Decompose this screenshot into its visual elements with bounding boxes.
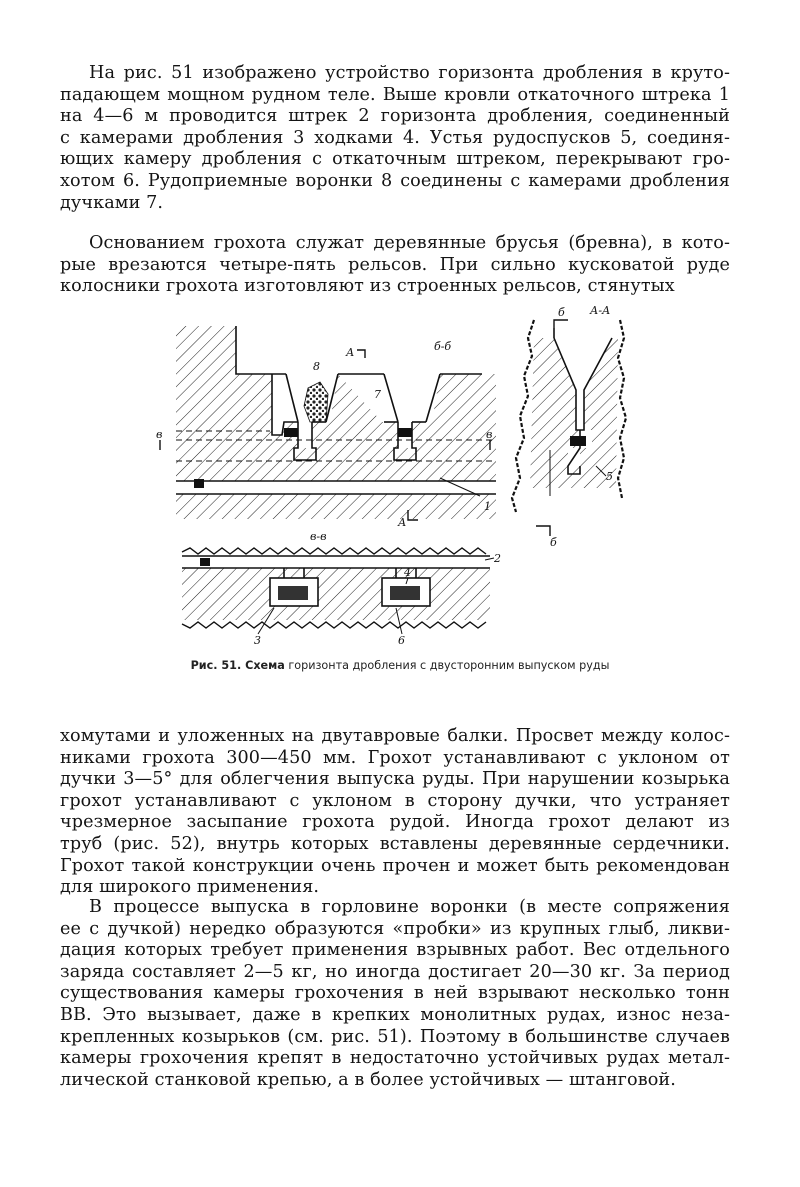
text-line: Основанием грохота служат деревянные брусья (бревна), в кото- (89, 233, 730, 253)
label-a-top: А (346, 346, 355, 359)
num-6: 6 (398, 634, 405, 647)
text-line: падающем мощном рудном теле. Выше кровли откаточного штрека 1 (60, 84, 730, 105)
label-b-bottom: б (550, 536, 557, 549)
section-bb-view (176, 326, 496, 519)
text-line: на 4—6 м проводится штрек 2 горизонта дробления, соединенный (60, 106, 730, 127)
text-line: В процессе выпуска в горловине воронки (в месте сопряжения (89, 897, 730, 917)
paragraph-1 (60, 63, 730, 214)
section-aa-view (512, 320, 626, 512)
text-line: труб (рис. 52), внутрь которых вставлены деревянные сердечники. (60, 833, 730, 854)
text-line: дучки 3—5° для облегчения выпуска руды. При нарушении козырька (60, 769, 730, 790)
paragraph-2 (60, 233, 730, 298)
figure-caption-text: горизонта дробления с двусторонним выпуском руды (288, 659, 610, 672)
text-line: существования камеры грохочения в ней взрывают несколько тонн (60, 983, 730, 1004)
text-line: хотом 6. Рудоприемные воронки 8 соединены с камерами дробления (60, 170, 730, 191)
text-line: с камерами дробления 3 ходками 4. Устья рудоспусков 5, соединя- (60, 127, 730, 148)
text-line: лической станковой крепью, а в более устойчивых — штанговой. (60, 1069, 676, 1090)
num-8: 8 (313, 360, 320, 373)
label-a-bottom: А (398, 516, 407, 529)
num-1: 1 (484, 500, 491, 513)
label-v-left: в (156, 428, 163, 441)
figure-caption-number: Рис. 51. Схема (190, 659, 285, 672)
figure-51-drawing (150, 298, 650, 658)
text-line: грохот устанавливают с уклоном в сторону дучки, что устраняет (60, 790, 730, 811)
label-b-top: б (558, 306, 565, 319)
text-line: дучками 7. (60, 192, 164, 213)
num-5: 5 (606, 470, 613, 483)
text-line: колосники грохота изготовляют из строенных рельсов, стянутых (60, 276, 675, 297)
num-3: 3 (254, 634, 261, 647)
label-bb: б-б (434, 340, 452, 353)
text-line: дация которых требует применения взрывных работ. Вес отдельного (60, 940, 730, 961)
text-line: никами грохота 300—450 мм. Грохот устанавливают с уклоном от (60, 747, 730, 768)
num-2: 2 (494, 552, 501, 565)
text-line: для широкого применения. (60, 877, 320, 898)
text-line: чрезмерное засыпание грохота рудой. Иногда грохот делают из (60, 812, 730, 833)
label-aa: А-А (590, 304, 611, 317)
text-line: камеры грохочения крепят в недостаточно устойчивых рудах метал- (60, 1048, 730, 1069)
text-line: ВВ. Это вызывает, даже в крепких монолитных рудах, износ неза- (60, 1004, 730, 1025)
text-line: хомутами и уложенных на двутавровые балки. Просвет между колос- (60, 726, 730, 746)
text-line: ее с дучкой) нередко образуются «пробки» из крупных глыб, ликви- (60, 918, 730, 939)
num-7: 7 (374, 388, 381, 401)
text-line: ющих камеру дробления с откаточным штреком, перекрывают гро- (60, 149, 730, 170)
section-vv-view (182, 548, 490, 628)
paragraph-3 (60, 726, 730, 899)
figure-caption (140, 659, 660, 673)
text-line: рые врезаются четыре-пять рельсов. При сильно кусковатой руде (60, 254, 730, 275)
label-vv: в-в (310, 530, 327, 543)
text-line: На рис. 51 изображено устройство горизонта дробления в круто- (89, 63, 730, 83)
text-line: заряда составляет 2—5 кг, но иногда достигает 20—30 кг. За период (60, 961, 730, 982)
text-line: Грохот такой конструкции очень прочен и может быть рекомендован (60, 855, 730, 876)
paragraph-4 (60, 897, 730, 1091)
text-line: крепленных козырьков (см. рис. 51). Поэтому в большинстве случаев (60, 1026, 730, 1047)
label-v-right: в (486, 428, 493, 441)
num-4: 4 (404, 566, 411, 579)
